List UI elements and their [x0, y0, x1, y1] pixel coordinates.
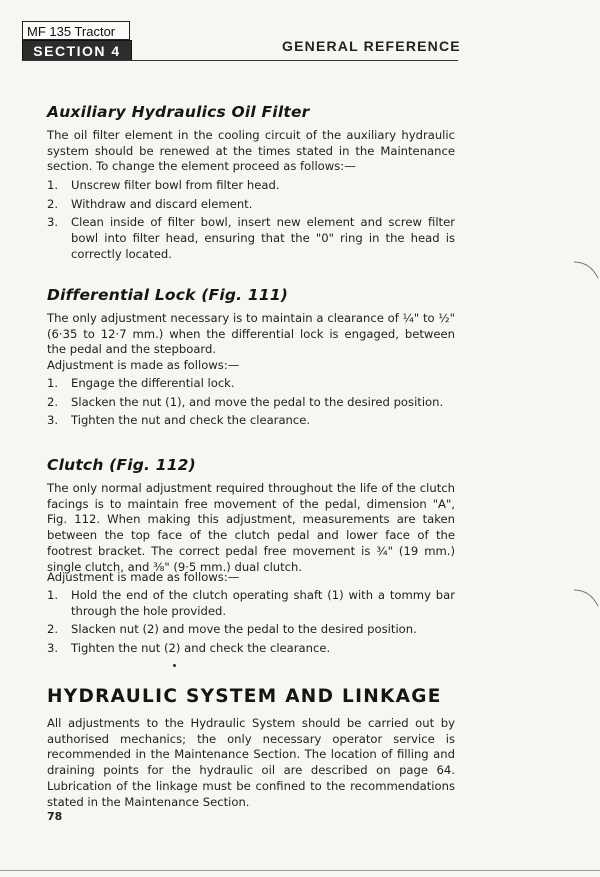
- step-text: Clean inside of filter bowl, insert new element and screw filter bowl into filter head, ensuring that the "0" ring in the head is correctly located.: [71, 215, 455, 261]
- clutch-heading: Clutch (Fig. 112): [47, 456, 196, 474]
- step-number: 3.: [47, 215, 59, 230]
- clutch-intro: The only normal adjustment required throughout the life of the clutch facings is to maintain free movement of the pedal, dimension "A", Fig. 112. When making this adjustment, measurements are taken between the top face of the clutch pedal and lower face of the footrest bracket. The correct pedal free movement is ¾" (19 mm.) single clutch, and ⅜" (9·5 mm.) dual clutch.: [47, 481, 455, 574]
- page-number: 78: [47, 810, 63, 823]
- difflock-intro: The only adjustment necessary is to maintain a clearance of ¼" to ½" (6·35 to 12·7 mm.) when the differential lock is engaged, between the pedal and the stepboard.: [47, 311, 455, 357]
- list-item: [47, 376, 455, 392]
- document-label: MF 135 Tractor: [22, 21, 130, 40]
- step-number: 3.: [47, 413, 59, 428]
- clutch-steps: [47, 588, 455, 660]
- hydraulic-heading: HYDRAULIC SYSTEM AND LINKAGE: [47, 686, 442, 707]
- header-title: GENERAL REFERENCE: [282, 38, 461, 54]
- difflock-heading: Differential Lock (Fig. 111): [47, 286, 289, 304]
- list-item: [47, 622, 455, 638]
- bottom-edge: [0, 870, 600, 871]
- stray-dot: [173, 664, 176, 667]
- filter-intro: The oil filter element in the cooling circuit of the auxiliary hydraulic system should be renewed at the times stated in the Maintenance section. To change the element proceed as follows:—: [47, 128, 455, 174]
- list-item: [47, 215, 455, 262]
- section-tab: SECTION 4: [22, 40, 132, 61]
- step-text: Tighten the nut and check the clearance.: [71, 413, 311, 428]
- step-text: Slacken the nut (1), and move the pedal to the desired position.: [71, 394, 444, 409]
- difflock-steps: [47, 376, 455, 432]
- list-item: [47, 588, 455, 619]
- list-item: [47, 178, 455, 194]
- step-number: 1.: [47, 588, 59, 602]
- list-item: [47, 395, 455, 411]
- step-number: 2.: [47, 196, 59, 211]
- step-text: Hold the end of the clutch operating shaft (1) with a tommy bar through the hole provided.: [71, 588, 455, 618]
- step-number: 2.: [47, 622, 59, 637]
- clutch-adjust: Adjustment is made as follows:—: [47, 570, 240, 584]
- step-number: 3.: [47, 641, 59, 656]
- header-rule: [22, 60, 458, 61]
- page-curl-mark: [572, 586, 600, 608]
- step-text: Slacken nut (2) and move the pedal to the desired position.: [71, 622, 417, 637]
- step-text: Unscrew filter bowl from filter head.: [71, 178, 280, 192]
- step-text: Tighten the nut (2) and check the clearance.: [71, 641, 331, 656]
- page-curl-mark: [572, 258, 600, 280]
- list-item: [47, 641, 455, 657]
- step-number: 1.: [47, 178, 59, 192]
- step-number: 2.: [47, 394, 59, 409]
- filter-steps: [47, 178, 455, 266]
- list-item: [47, 197, 455, 213]
- filter-heading: Auxiliary Hydraulics Oil Filter: [47, 103, 310, 121]
- step-text: Engage the differential lock.: [71, 376, 235, 390]
- step-text: Withdraw and discard element.: [71, 196, 253, 211]
- step-number: 1.: [47, 376, 59, 390]
- difflock-adjust: Adjustment is made as follows:—: [47, 358, 240, 372]
- list-item: [47, 413, 455, 429]
- hydraulic-body: All adjustments to the Hydraulic System should be carried out by authorised mechanics; the only necessary operator service is recommended in the Maintenance Section. The location of filling and draining points for the hydraulic oil are described on page 64. Lubrication of the linkage must be confined to the recommendations stated in the Maintenance Section.: [47, 716, 455, 809]
